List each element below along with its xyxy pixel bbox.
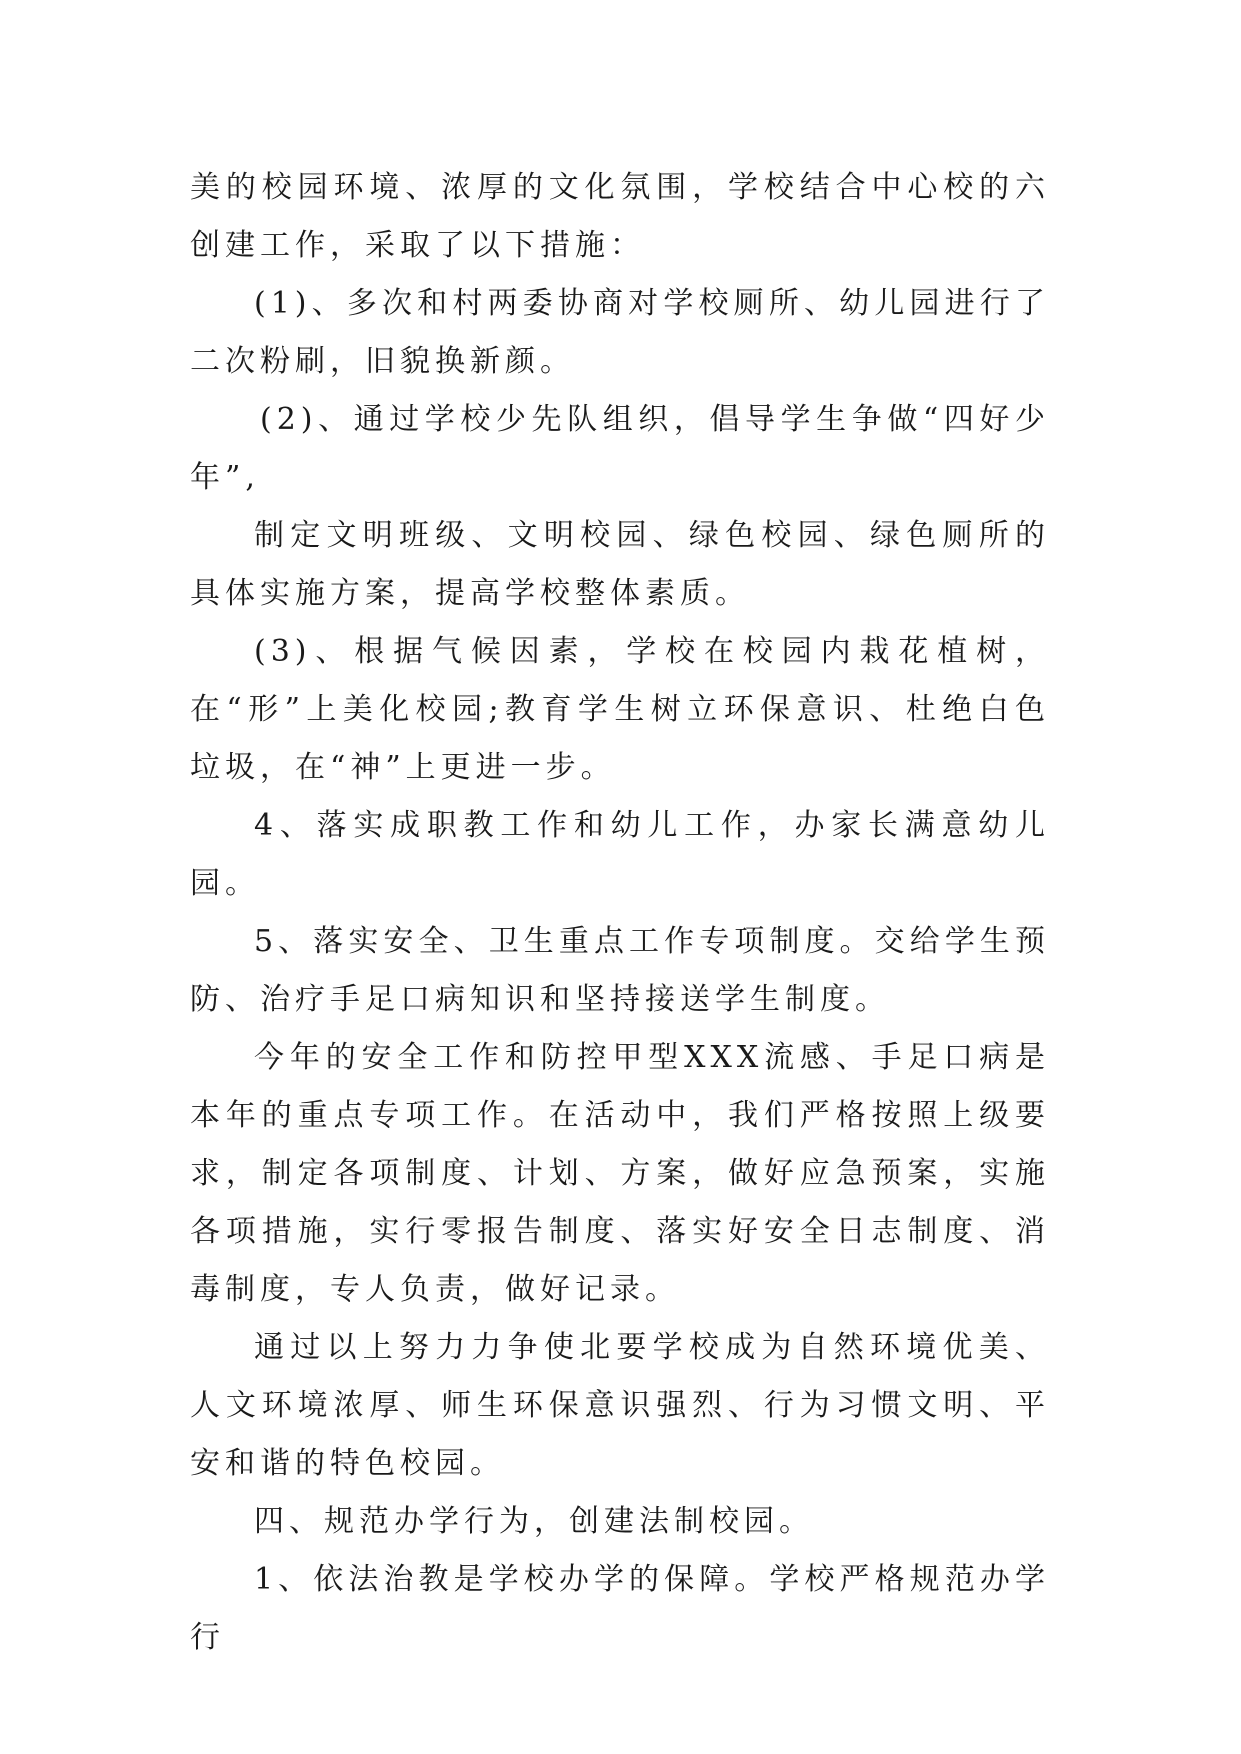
paragraph-measure-2: (2)、通过学校少先队组织，倡导学生争做“四好少年”, bbox=[190, 402, 1050, 495]
document-body bbox=[190, 159, 1050, 1667]
paragraph-measure-1: (1)、多次和村两委协商对学校厕所、幼儿园进行了二次粉刷，旧貌换新颜。 bbox=[190, 286, 1050, 379]
paragraph-safety-work: 今年的安全工作和防控甲型XXX流感、手足口病是本年的重点专项工作。在活动中，我们严格按照上级要求，制定各项制度、计划、方案，做好应急预案，实施各项措施，实行零报告制度、落实好安全日志制度、消毒制度，专人负责，做好记录。 bbox=[190, 1040, 1050, 1307]
paragraph-continuation: 美的校园环境、浓厚的文化氛围，学校结合中心校的六创建工作，采取了以下措施： bbox=[190, 170, 1050, 263]
paragraph-item-5: 5、落实安全、卫生重点工作专项制度。交给学生预防、治疗手足口病知识和坚持接送学生制度。 bbox=[190, 924, 1050, 1017]
paragraph-law-1: 1、依法治教是学校办学的保障。学校严格规范办学行 bbox=[190, 1562, 1050, 1655]
paragraph-item-4: 4、落实成职教工作和幼儿工作，办家长满意幼儿园。 bbox=[190, 808, 1050, 901]
paragraph-measure-2-detail: 制定文明班级、文明校园、绿色校园、绿色厕所的具体实施方案，提高学校整体素质。 bbox=[190, 518, 1050, 611]
paragraph-measure-3: (3)、根据气候因素，学校在校园内栽花植树，在“形”上美化校园;教育学生树立环保意识、杜绝白色垃圾，在“神”上更进一步。 bbox=[190, 634, 1050, 785]
paragraph-summary: 通过以上努力力争使北要学校成为自然环境优美、人文环境浓厚、师生环保意识强烈、行为习惯文明、平安和谐的特色校园。 bbox=[190, 1330, 1050, 1481]
section-heading-four: 四、规范办学行为，创建法制校园。 bbox=[254, 1504, 814, 1539]
